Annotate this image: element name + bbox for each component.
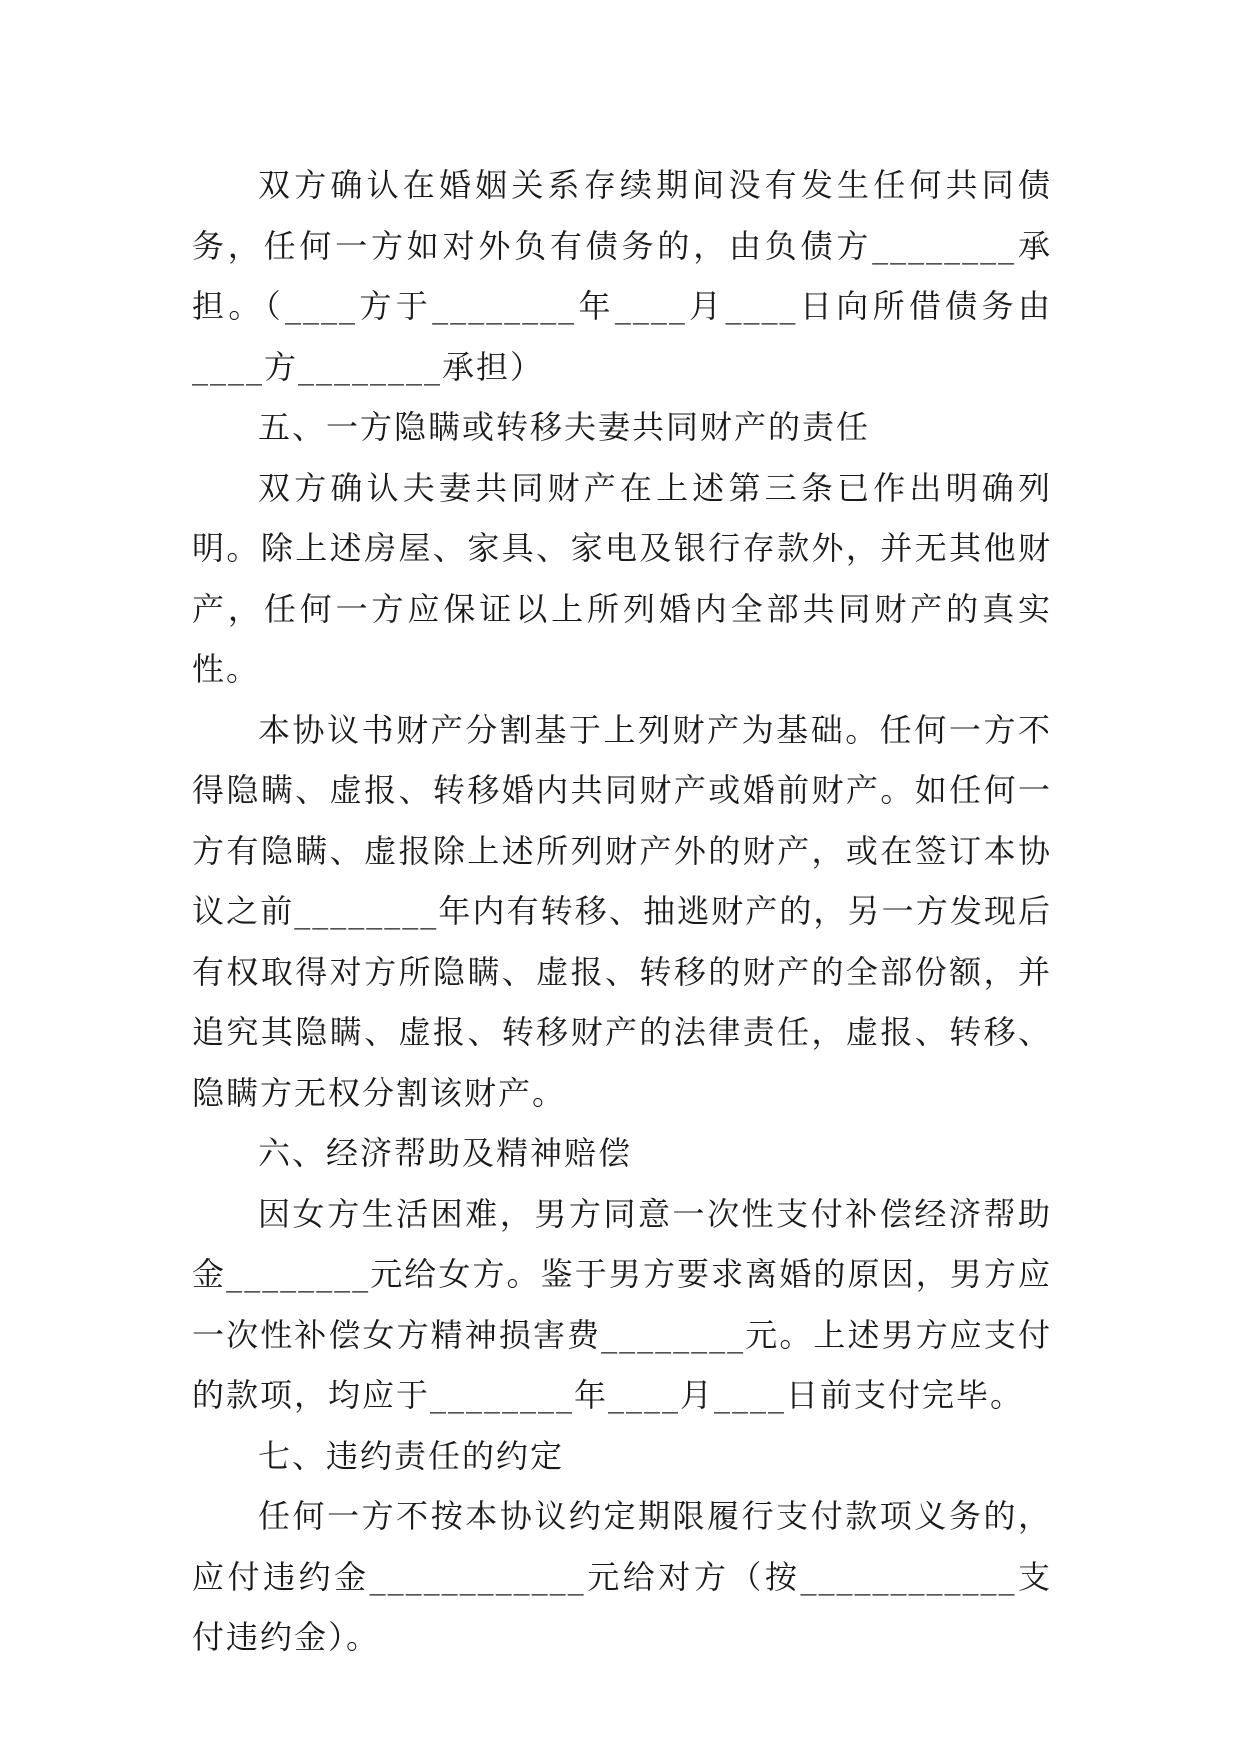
paragraph-property-division: 本协议书财产分割基于上列财产为基础。任何一方不得隐瞒、虚报、转移婚内共同财产或婚前财产。如任何一方有隐瞒、虚报除上述所列财产外的财产，或在签订本协议之前________年内有转移、抽逃财产的，另一方发现后有权取得对方所隐瞒、虚报、转移的财产的全部份额，并追究其隐瞒、虚报、转移财产的法律责任，虚报、转移、隐瞒方无权分割该财产。: [192, 710, 1052, 1112]
paragraph-breach: 任何一方不按本协议约定期限履行支付款项义务的，应付违约金____________元给对方（按____________支付违约金）。: [192, 1497, 1052, 1656]
paragraph-compensation: 因女方生活困难，男方同意一次性支付补偿经济帮助金________元给女方。鉴于男方要求离婚的原因，男方应一次性补偿女方精神损害费________元。上述男方应支付的款项，均应于________年____月____日前支付完毕。: [192, 1194, 1052, 1414]
section-heading-6: 六、经济帮助及精神赔偿: [258, 1134, 633, 1172]
paragraph-property-confirmation: 双方确认夫妻共同财产在上述第三条已作出明确列明。除上述房屋、家具、家电及银行存款外，并无其他财产，任何一方应保证以上所列婚内全部共同财产的真实性。: [192, 468, 1052, 688]
document-body: [192, 155, 1052, 1668]
section-heading-7: 七、违约责任的约定: [258, 1436, 565, 1475]
section-heading-5: 五、一方隐瞒或转移夫妻共同财产的责任: [258, 408, 871, 446]
paragraph-debts: 双方确认在婚姻关系存续期间没有发生任何共同债务，任何一方如对外负有债务的，由负债方________承担。（____方于________年____月____日向所借债务由____方________承担）: [192, 166, 1052, 386]
